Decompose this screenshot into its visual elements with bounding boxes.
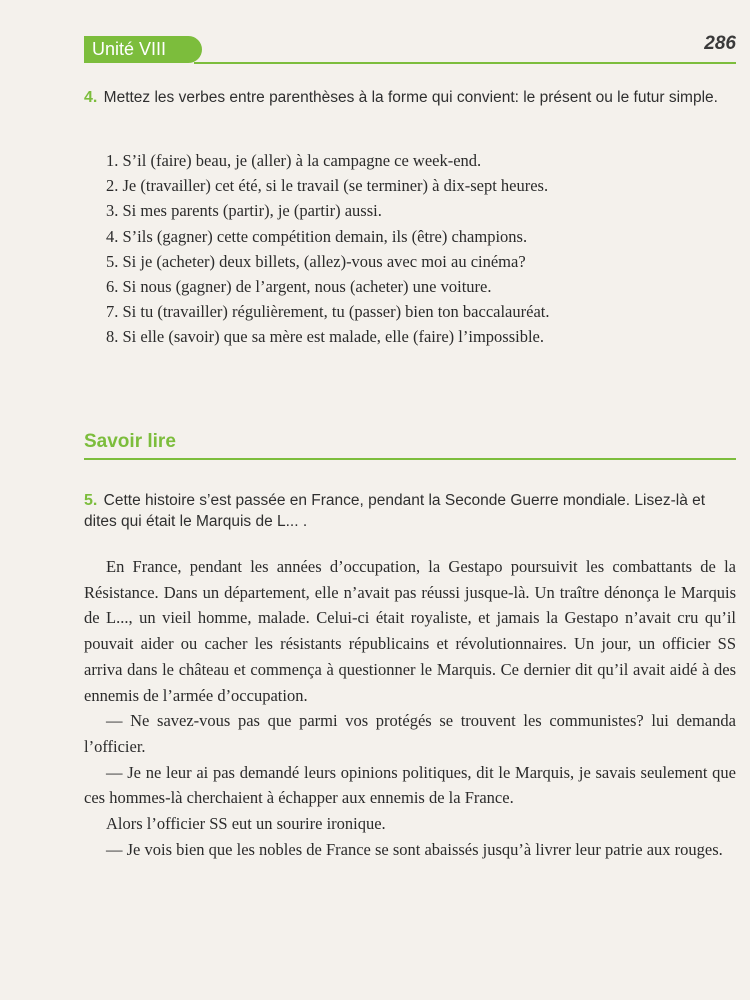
exercise-5-text: Cette histoire s’est passée en France, pendant la Seconde Guerre mondiale. Lisez-là et dites qui était le Marquis de L... . (84, 492, 706, 530)
exercise-item: 7. Si tu (travailler) régulièrement, tu (passer) bien ton baccalauréat. (106, 302, 550, 322)
exercise-4-items (84, 148, 736, 350)
exercise-item: 8. Si elle (savoir) que sa mère est malade, elle (faire) l’impossible. (106, 327, 545, 347)
exercise-item: 3. Si mes parents (partir), je (partir) aussi. (106, 201, 382, 221)
exercise-4-text: Mettez les verbes entre parenthèses à la forme qui convient: le présent ou le futur simple. (103, 89, 718, 106)
story-paragraph: — Je vois bien que les nobles de France se sont abaissés jusqu’à livrer leur patrie aux rouges. (106, 839, 723, 859)
exercise-item: 6. Si nous (gagner) de l’argent, nous (acheter) une voiture. (106, 277, 492, 297)
exercise-5-instruction (84, 490, 736, 532)
header-rule (194, 62, 736, 64)
story-paragraph: — Ne savez-vous pas que parmi vos protégés se trouvent les communistes? lui demanda l’officier. (84, 711, 736, 756)
section-title: Savoir lire (84, 431, 176, 452)
reading-text (84, 554, 736, 862)
story-paragraph: Alors l’officier SS eut un sourire ironique. (106, 814, 386, 834)
exercise-item: 4. S’ils (gagner) cette compétition demain, ils (être) champions. (106, 226, 528, 246)
section-rule (84, 458, 736, 460)
exercise-4-instruction (84, 87, 736, 108)
story-paragraph: — Je ne leur ai pas demandé leurs opinions politiques, dit le Marquis, je savais seulement que ces hommes-là cherchaient à échapper aux ennemis de la France. (84, 762, 736, 808)
story-paragraph: En France, pendant les années d’occupation, la Gestapo poursuivit les combattants de la Résistance. Dans un département, elle n’avait pas réussi jusque-là. Un traître dénonça le Marquis de L..., un vieil homme, malade. Celui-ci était royaliste, et jamais la Gestapo n’avait cru qu’il pouvait aider ou cacher les résistants républicains et révolutionnaires. Un jour, un officier SS arriva dans le château et commença à questionner le Marquis. Ce dernier dit qu’il avait aidé à des ennemis de l’armée d’occupation. (84, 557, 736, 705)
exercise-item: 5. Si je (acheter) deux billets, (allez)-vous avec moi au cinéma? (106, 251, 526, 271)
exercise-item: 2. Je (travailler) cet été, si le travail (se terminer) à dix-sept heures. (106, 176, 549, 196)
page-header (84, 33, 736, 65)
section-header (84, 431, 736, 461)
exercise-item: 1. S’il (faire) beau, je (aller) à la campagne ce week-end. (106, 151, 482, 170)
unit-label: Unité VIII (84, 36, 202, 63)
page-number: 286 (704, 33, 736, 54)
exercise-5-number: 5. (84, 492, 98, 509)
exercise-4-number: 4. (84, 89, 98, 106)
